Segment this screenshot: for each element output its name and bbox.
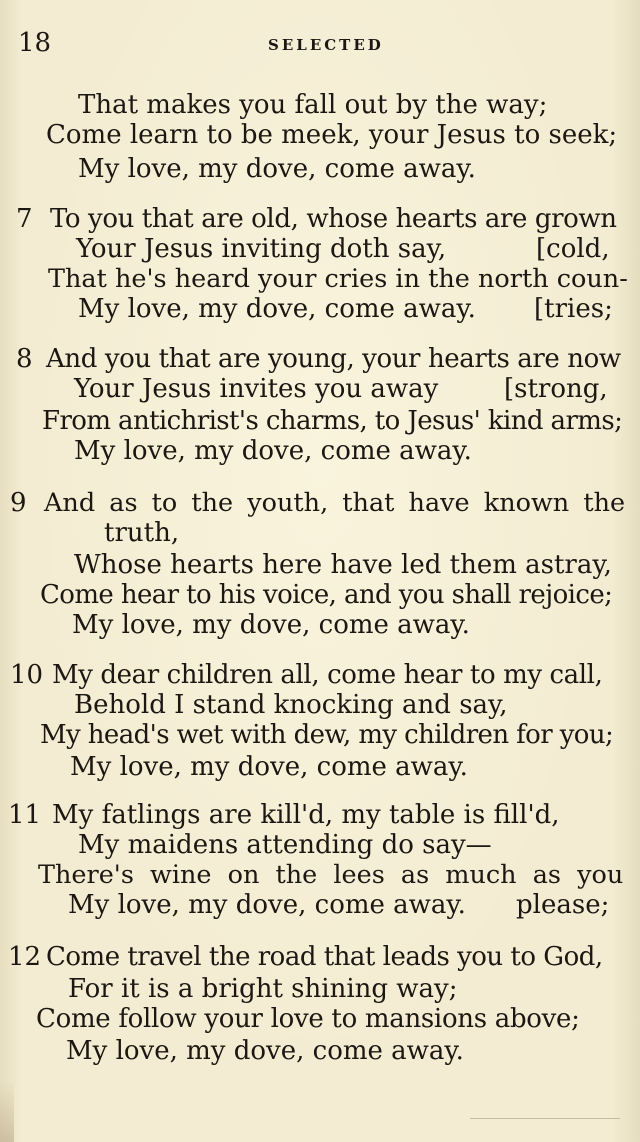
verse-refrain: My love, my dove, come away. — [74, 436, 472, 466]
verse-line: truth, — [104, 518, 180, 548]
verse-line: My fatlings are kill'd, my table is fill'd, — [52, 800, 560, 830]
verse-line: Come learn to be meek, your Jesus to seek; — [46, 120, 618, 150]
verse-refrain: My love, my dove, come away. — [68, 890, 466, 920]
turnover-word: please; — [516, 890, 610, 920]
verse-number: 9 — [10, 488, 27, 518]
turnover-bracket: [strong, — [504, 374, 608, 404]
verse-line: Come follow your love to mansions above; — [36, 1004, 580, 1034]
page-edge-shadow — [0, 1080, 14, 1142]
verse-line: There's wine on the lees as much as you — [38, 860, 624, 890]
verse-refrain: My love, my dove, come away. — [72, 610, 470, 640]
verse-line: That he's heard your cries in the north coun- — [48, 264, 628, 294]
turnover-bracket: [cold, — [536, 234, 610, 264]
verse-number: 10 — [10, 660, 44, 690]
verse-line: My dear children all, come hear to my call, — [52, 660, 603, 690]
verse-line: To you that are old, whose hearts are grown — [50, 204, 617, 234]
verse-line: Whose hearts here have led them astray, — [74, 550, 612, 580]
verse-line: My maidens attending do say— — [78, 830, 492, 860]
running-head: SELECTED — [268, 36, 384, 54]
verse-line: Your Jesus invites you away — [74, 374, 439, 404]
verse-refrain: My love, my dove, come away. — [66, 1036, 464, 1066]
turnover-bracket: [tries; — [534, 294, 613, 324]
verse-line: And you that are young, your hearts are now — [46, 344, 621, 374]
verse-refrain: My love, my dove, come away. — [78, 294, 476, 324]
verse-line: Behold I stand knocking and say, — [74, 690, 508, 720]
verse-line: Come hear to his voice, and you shall rejoice; — [40, 580, 613, 610]
verse-line: For it is a bright shining way; — [68, 974, 458, 1004]
verse-refrain: My love, my dove, come away. — [78, 154, 476, 184]
paper-crease — [470, 1118, 620, 1119]
page-number: 18 — [18, 28, 52, 58]
verse-line: And as to the youth, that have known the — [44, 488, 626, 518]
verse-number: 11 — [8, 800, 42, 830]
verse-line: From antichrist's charms, to Jesus' kind arms; — [42, 406, 623, 436]
verse-line: Come travel the road that leads you to God, — [46, 942, 603, 972]
verse-line: Your Jesus inviting doth say, — [76, 234, 447, 264]
verse-line: My head's wet with dew, my children for you; — [40, 720, 614, 750]
verse-number: 12 — [8, 942, 42, 972]
verse-number: 7 — [16, 204, 33, 234]
verse-refrain: My love, my dove, come away. — [70, 752, 468, 782]
verse-number: 8 — [16, 344, 33, 374]
verse-line: That makes you fall out by the way; — [78, 90, 548, 120]
